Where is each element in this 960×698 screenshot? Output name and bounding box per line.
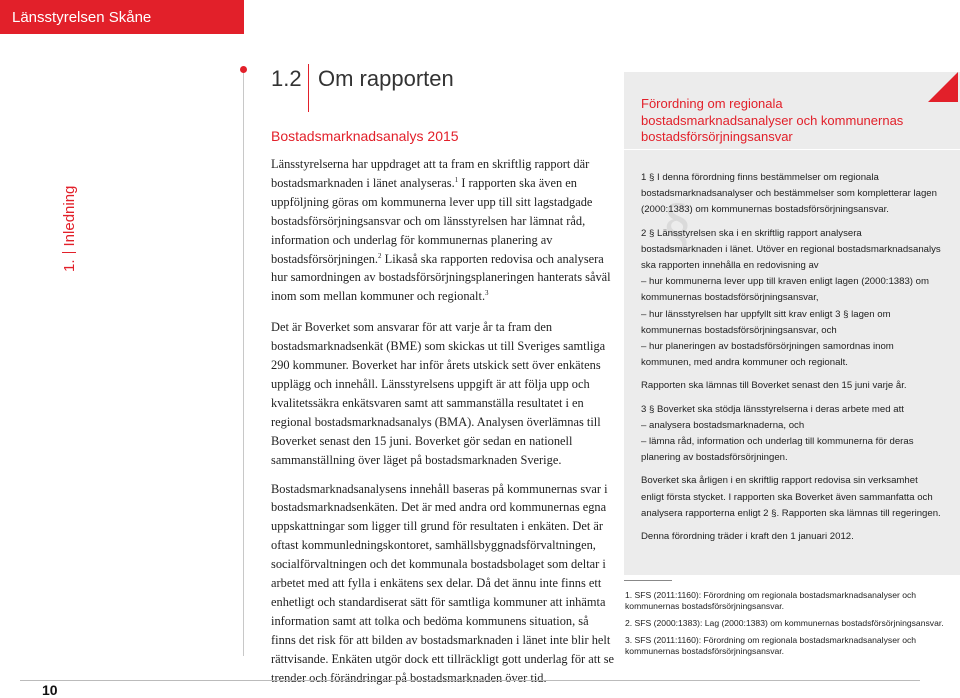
footnote-2: 2. SFS (2000:1383): Lag (2000:1383) om kommunernas bostadsförsörjningsansvar.	[625, 618, 944, 628]
section-1: 1 § I denna förordning finns bestämmelser om regionala bostadsmarknadsanalyser och bestämmelser som kompletterar lagen (2000:1383) om kommunernas bostadsförsörjningsansvar.	[641, 172, 937, 216]
paragraph-symbol-icon: §	[662, 191, 692, 257]
section-3-end: Boverket ska årligen i en skriftlig rapport redovisa sin verksamhet enligt första stycket. I rapporten ska Boverket även sammanfatta och analysera rapporterna enligt 2 §. Rapporten ska lämnas till regeringen.	[641, 475, 941, 519]
effective-date: Denna förordning träder i kraft den 1 januari 2012.	[641, 531, 854, 543]
section-number: 1.2	[271, 66, 302, 91]
timeline-dot	[240, 66, 247, 73]
sidebar-text	[641, 170, 941, 552]
chapter-divider	[62, 252, 76, 253]
footnote-ref-3[interactable]: 3	[485, 289, 489, 298]
section-2-item: – hur länsstyrelsen har uppfyllt sitt krav enligt 3 § lagen om kommunernas bostadsförsörjningsansvar, och	[641, 308, 891, 336]
footnote-ref-1[interactable]: 1	[454, 175, 459, 184]
footnote-1: 1. SFS (2011:1160): Förordning om regionala bostadsmarknadsanalyser och kommunernas bostadsförsörjningsansvar.	[625, 590, 917, 611]
sidebar-title: Förordning om regionala bostadsmarknadsanalyser och kommunernas bostadsförsörjningsansvar	[641, 96, 904, 144]
org-name: Länsstyrelsen Skåne	[12, 8, 152, 26]
footnote-rule	[624, 580, 672, 581]
section-title: Om rapporten	[318, 66, 454, 91]
footnote-ref-2[interactable]: 2	[378, 251, 382, 260]
footnote-3: 3. SFS (2011:1160): Förordning om regionala bostadsmarknadsanalyser och kommunernas bostadsförsörjningsansvar.	[625, 635, 917, 656]
chapter-name: Inledning	[61, 185, 78, 247]
section-2-item: – hur planeringen av bostadsförsörjningen samordnas inom kommunen, med andra kommuner och regionalt.	[641, 341, 894, 369]
corner-triangle-icon	[928, 72, 958, 102]
p1-part-a: Länsstyrelserna har uppdraget att ta fram en skriftlig rapport där bostadsmarknaden i länet analyseras.	[271, 157, 590, 190]
p1-part-b: I rapporten ska även en uppföljning göras om kommunerna lever upp till sitt lagstadgade bostadsförsörjningsansvar och om länsstyrelsen har lämnat råd, information och underlag för kommunernas planering av bostadsförsörjningen.	[271, 175, 593, 266]
section-2: 2 § Länsstyrelsen ska i en skriftlig rapport analysera bostadsmarknaden i länet. Utöver en regional bostadsmarknadsanalys ska rapporten innehålla en redovisning av	[641, 227, 941, 272]
footnotes	[625, 590, 955, 663]
paragraph-2: Det är Boverket som ansvarar för att varje år ta fram den bostadsmarknadsenkät (BME) som skickas ut till Sveriges samtliga 290 kommuner. Boverket har inför årets utskick sett över enkätens upplägg och innehåll. Länsstyrelsens uppgift är att följa upp och kvalitetssäkra enkätsvaren samt att sammanställa resultatet i en regional bostadsmarknadsanalys (BMA). Analysen överlämnas till Boverket senast den 15 juni. Boverket gör sedan en nationell sammanställning över läget på bostadsmarknaden Sverige.	[271, 320, 606, 467]
p1-part-c: Likaså ska rapporten redovisa och analysera hur samordningen av bostadsförsörjningsplaneringen hanterats såväl inom som mellan kommuner och regionalt.	[271, 251, 611, 304]
timeline-rule	[243, 68, 244, 656]
sidebar-separator	[624, 149, 960, 150]
header-bar	[0, 0, 244, 34]
footer-rule	[20, 680, 920, 681]
section-2-end: Rapporten ska lämnas till Boverket senast den 15 juni varje år.	[641, 380, 907, 392]
paragraph-3: Bostadsmarknadsanalysens innehåll baseras på kommunernas svar i bostadsmarknadsenkäten. Det är med andra ord kommunernas egna uppskattningar som ligger till grund för resultaten i enkäten. Det är oftast kommunledningskontoret, samhällsbyggnadsförvaltningen, socialförvaltningen och det kommunala bostadsbolaget som deltar i arbetet med att fylla i enkätens sex delar. Då det ännu inte finns ett enhetligt och standardiserat sätt för samtliga kommuner att inhämta information samt att tolka och bedöma kommunens situation, så finns det risk för att bilden av bostadsmarknaden i länet inte blir helt rättvisande. Enkäten utgör dock ett tillräckligt gott underlag för att se trender och förändringar på bostadsmarknaden över tid.	[271, 481, 615, 685]
page-number: 10	[42, 682, 58, 698]
section-3: 3 § Boverket ska stödja länsstyrelserna i deras arbete med att	[641, 403, 904, 415]
section-3-item: – analysera bostadsmarknaderna, och	[641, 419, 805, 431]
paragraph-1	[271, 155, 616, 306]
section-3-item: – lämna råd, information och underlag till kommunerna för deras planering av bostadsförsörjningen.	[641, 436, 914, 464]
heading-divider	[308, 64, 309, 112]
main-text	[271, 155, 616, 697]
section-subtitle: Bostadsmarknadsanalys 2015	[271, 128, 459, 144]
chapter-number: 1.	[61, 259, 78, 272]
section-2-item: – hur kommunerna lever upp till kraven enligt lagen (2000:1383) om kommunernas bostadsförsörjningsansvar,	[641, 276, 929, 304]
chapter-label	[61, 72, 91, 272]
